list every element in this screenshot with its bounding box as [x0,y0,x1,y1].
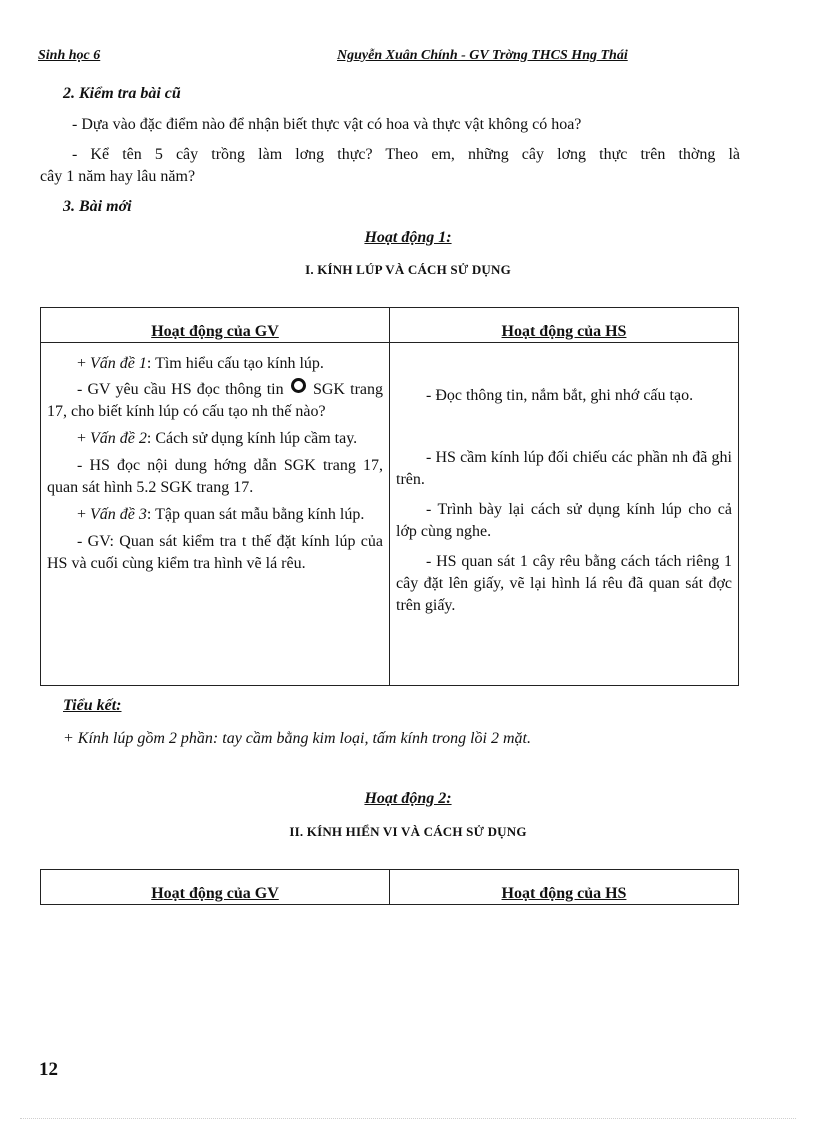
gv-issue-2: + Vấn đề 2: Cách sử dụng kính lúp cầm tay. [77,430,358,447]
gv-issue-1-label: Vấn đề 1 [90,355,147,372]
activity1-col-hs: Hoạt động của HS [390,308,739,343]
activity1-gv-cell [41,343,390,686]
hs-paragraph-4: - HS quan sát 1 cây rêu bằng cách tách riêng 1 cây đặt lên giấy, vẽ lại hình lá rêu đã quan sát đợc trên giấy. [396,553,732,614]
info-circle-icon [291,378,306,393]
activity1-hs-cell [390,343,739,686]
hs-paragraph-2: - HS cầm kính lúp đối chiếu các phần nh đã ghi trên. [396,449,732,488]
activity2-table [40,869,739,905]
hs-paragraph-1: - Đọc thông tin, nắm bắt, ghi nhớ cấu tạo. [426,387,694,404]
gv-paragraph-2: - HS đọc nội dung hớng dẫn SGK trang 17, quan sát hình 5.2 SGK trang 17. [47,457,383,496]
activity2-col-hs: Hoạt động của HS [390,870,739,905]
activity2-title: Hoạt động 2: [364,790,452,807]
activity2-col-gv: Hoạt động của GV [41,870,390,905]
gv-issue-2-label: Vấn đề 2 [90,430,147,447]
summary-title: Tiểu kết: [63,697,122,714]
review-heading: 2. Kiểm tra bài cũ [63,85,181,102]
activity1-table [40,307,739,686]
review-question-1: - Dựa vào đặc điểm nào để nhận biết thực vật có hoa và thực vật không có hoa? [72,116,582,133]
review-question-2: - Kể tên 5 cây trồng làm lơng thực? Theo em, những cây lơng thực trên thờng là [72,146,740,163]
activity1-title: Hoạt động 1: [364,229,452,246]
hs-paragraph-3: - Trình bày lại cách sử dụng kính lúp cho cả lớp cùng nghe. [396,501,732,540]
activity1-col-gv: Hoạt động của GV [41,308,390,343]
summary-text: + Kính lúp gồm 2 phần: tay cầm bằng kim loại, tấm kính trong lồi 2 mặt. [63,730,531,747]
header-author: Nguyễn Xuân Chính - GV Trờng THCS Hng Thái [337,48,628,63]
lesson-heading: 3. Bài mới [63,198,132,215]
review-question-2-cont: cây 1 năm hay lâu năm? [40,168,196,185]
footer-divider [20,1118,796,1119]
gv-paragraph-1: - GV yêu cầu HS đọc thông tin SGK trang 17, cho biết kính lúp có cấu tạo nh thế nào? [41,378,389,423]
header-subject: Sinh học 6 [38,48,101,63]
page-number: 12 [39,1059,58,1080]
gv-issue-3: + Vấn đề 3: Tập quan sát mẫu bằng kính lúp. [77,506,365,523]
gv-issue-1: + Vấn đề 1: Tìm hiểu cấu tạo kính lúp. [77,355,324,372]
gv-paragraph-3: - GV: Quan sát kiểm tra t thế đặt kính lúp của HS và cuối cùng kiểm tra hình vẽ lá rêu. [47,533,383,572]
activity2-section-title: II. KÍNH HIỂN VI VÀ CÁCH SỬ DỤNG [289,824,527,839]
gv-issue-3-label: Vấn đề 3 [90,506,147,523]
activity1-section-title: I. KÍNH LÚP VÀ CÁCH SỬ DỤNG [305,262,511,277]
